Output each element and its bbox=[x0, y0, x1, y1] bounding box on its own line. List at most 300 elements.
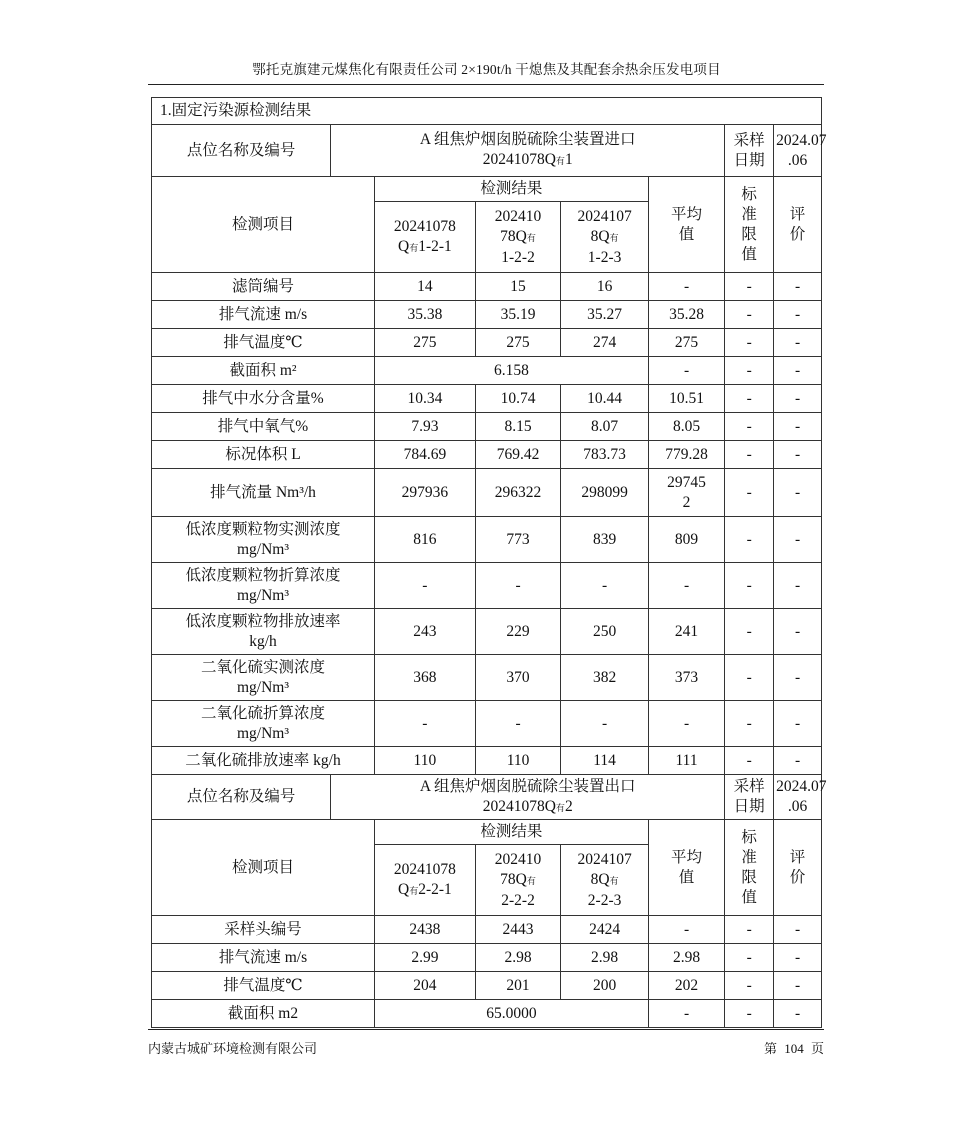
sample-id-line: Q bbox=[397, 237, 410, 255]
result-value-text: 275 bbox=[413, 333, 437, 351]
item-unit-text: kg/h bbox=[249, 632, 277, 650]
evaluation-text: - bbox=[794, 530, 801, 548]
average-header bbox=[648, 820, 724, 916]
standard-limit-text: - bbox=[746, 668, 752, 686]
result-value-text: 35.38 bbox=[407, 305, 443, 323]
table-row bbox=[152, 655, 822, 701]
result-value-text: 382 bbox=[592, 668, 617, 686]
evaluation-text: - bbox=[794, 576, 801, 594]
footer-divider bbox=[148, 1029, 824, 1030]
result-value-text: 783.73 bbox=[583, 445, 626, 463]
average-value-text: 373 bbox=[674, 668, 699, 686]
standard-limit-header bbox=[725, 177, 774, 273]
standard-limit-text: - bbox=[746, 483, 752, 501]
evaluation-text: - bbox=[794, 751, 801, 769]
evaluation-value bbox=[774, 609, 822, 655]
sample-id-line: 2-2-1 bbox=[418, 880, 452, 898]
average-value bbox=[648, 441, 724, 469]
evaluation-header-line: 评 bbox=[789, 205, 806, 223]
item-name-text: 排气流速 m/s bbox=[218, 305, 308, 323]
result-value-text: 773 bbox=[506, 530, 530, 548]
sampling-date-value bbox=[774, 125, 827, 177]
item-name-text: 低浓度颗粒物折算浓度 bbox=[185, 566, 341, 584]
average-header-line: 值 bbox=[678, 868, 695, 886]
sample-id-line: 8Q bbox=[590, 870, 610, 888]
result-value-text: 250 bbox=[592, 622, 617, 640]
item-unit-text: mg/Nm³ bbox=[236, 724, 289, 742]
evaluation-value bbox=[774, 441, 822, 469]
item-name-text: 排气流量 Nm³/h bbox=[210, 483, 316, 501]
result-value bbox=[374, 609, 475, 655]
item-name-text: 排气流速 m/s bbox=[218, 948, 308, 966]
average-value bbox=[648, 273, 724, 301]
average-value-text: 275 bbox=[674, 333, 699, 351]
evaluation-value bbox=[774, 413, 822, 441]
sampling-date-label-line: 日期 bbox=[733, 798, 765, 815]
evaluation-header-line: 评 bbox=[789, 848, 806, 866]
average-value-text: 10.51 bbox=[669, 389, 704, 407]
result-value bbox=[374, 301, 475, 329]
evaluation-text: - bbox=[794, 417, 801, 435]
result-value bbox=[475, 747, 561, 775]
result-value-text: 204 bbox=[413, 976, 437, 994]
average-value-text: - bbox=[683, 576, 690, 594]
average-value bbox=[648, 413, 724, 441]
result-value bbox=[374, 944, 475, 972]
evaluation-value bbox=[774, 1000, 822, 1028]
item-name bbox=[152, 385, 375, 413]
result-value-text: 2.98 bbox=[504, 948, 532, 966]
result-value-text: 10.74 bbox=[500, 389, 536, 407]
standard-limit-value bbox=[725, 357, 774, 385]
item-name-text: 二氧化硫实测浓度 bbox=[200, 658, 325, 676]
average-value bbox=[648, 701, 724, 747]
sample-id-line: 2024107 bbox=[577, 850, 632, 868]
item-name bbox=[152, 301, 375, 329]
sample-id bbox=[561, 845, 649, 916]
evaluation-value bbox=[774, 301, 822, 329]
item-name bbox=[152, 329, 375, 357]
result-value-text: 769.42 bbox=[496, 445, 540, 463]
result-value-text: 10.44 bbox=[587, 389, 623, 407]
sample-id-line: 2-2-3 bbox=[587, 891, 622, 909]
evaluation-text: - bbox=[794, 622, 801, 640]
standard-limit-text: - bbox=[746, 277, 752, 295]
result-value-text: 16 bbox=[596, 277, 613, 295]
result-value bbox=[475, 441, 561, 469]
sample-id-line: 202410 bbox=[494, 207, 542, 225]
result-value bbox=[561, 441, 649, 469]
result-value bbox=[561, 655, 649, 701]
result-value bbox=[561, 517, 649, 563]
evaluation-header-line: 价 bbox=[789, 225, 806, 243]
average-value bbox=[648, 329, 724, 357]
standard-limit-text: - bbox=[746, 530, 752, 548]
average-value bbox=[648, 609, 724, 655]
result-value bbox=[561, 301, 649, 329]
subscript-char: 有 bbox=[609, 875, 619, 886]
item-name bbox=[152, 441, 375, 469]
sample-id-line: 2024107 bbox=[577, 207, 632, 225]
item-name bbox=[152, 413, 375, 441]
sample-id-line: 78Q bbox=[500, 227, 527, 245]
test-item-header-text: 检测项目 bbox=[231, 858, 294, 876]
item-name-text: 截面积 m2 bbox=[227, 1004, 299, 1022]
item-name bbox=[152, 273, 375, 301]
result-value bbox=[374, 916, 475, 944]
evaluation-text: - bbox=[794, 277, 801, 295]
subscript-char: 有 bbox=[526, 232, 536, 243]
evaluation-text: - bbox=[794, 948, 801, 966]
result-value bbox=[475, 944, 561, 972]
standard-limit-header bbox=[725, 820, 774, 916]
point-suffix-text: 1 bbox=[564, 151, 573, 168]
average-value bbox=[648, 1000, 724, 1028]
average-value-text: 809 bbox=[674, 530, 699, 548]
result-value-text: 229 bbox=[506, 622, 530, 640]
average-value-text: 2.98 bbox=[672, 948, 701, 966]
table-row bbox=[152, 517, 822, 563]
result-value bbox=[561, 329, 649, 357]
average-header-line: 值 bbox=[678, 225, 695, 243]
average-value-text: 8.05 bbox=[672, 417, 701, 435]
standard-limit-value bbox=[725, 916, 774, 944]
standard-limit-header-line: 标 bbox=[741, 185, 757, 203]
item-name-text: 排气中水分含量% bbox=[202, 389, 324, 407]
item-unit-text: mg/Nm³ bbox=[236, 540, 289, 558]
evaluation-value bbox=[774, 329, 822, 357]
average-value bbox=[648, 747, 724, 775]
item-name-text: 滤筒编号 bbox=[231, 277, 294, 295]
sampling-date-text: 2024.07 bbox=[776, 778, 827, 795]
result-value-text: 8.07 bbox=[591, 417, 619, 435]
item-unit-text: mg/Nm³ bbox=[236, 586, 289, 604]
result-value bbox=[475, 972, 561, 1000]
result-value bbox=[374, 655, 475, 701]
merged-value bbox=[374, 357, 648, 385]
result-value bbox=[475, 609, 561, 655]
result-value bbox=[475, 563, 561, 609]
sample-id bbox=[374, 845, 475, 916]
result-value-text: - bbox=[422, 576, 428, 594]
item-name bbox=[152, 972, 375, 1000]
result-value bbox=[374, 441, 475, 469]
result-value-text: 275 bbox=[506, 333, 530, 351]
standard-limit-text: - bbox=[746, 417, 752, 435]
point-name-label-text: 点位名称及编号 bbox=[186, 788, 296, 805]
table-row bbox=[152, 329, 822, 357]
sampling-date-text: .06 bbox=[787, 798, 808, 815]
sample-id bbox=[475, 845, 561, 916]
point-row bbox=[152, 775, 822, 820]
evaluation-value bbox=[774, 655, 822, 701]
evaluation-text: - bbox=[794, 1004, 801, 1022]
table-row bbox=[152, 747, 822, 775]
table-row bbox=[152, 972, 822, 1000]
item-name-text: 标况体积 L bbox=[225, 445, 301, 463]
result-value bbox=[561, 972, 649, 1000]
result-value-text: 816 bbox=[413, 530, 437, 548]
item-name bbox=[152, 563, 375, 609]
sample-id-line: 1-2-2 bbox=[501, 248, 535, 266]
standard-limit-value bbox=[725, 469, 774, 517]
average-value bbox=[648, 916, 724, 944]
standard-limit-text: - bbox=[746, 445, 752, 463]
table-row bbox=[152, 413, 822, 441]
footer-page-number: 第 104 页 bbox=[764, 1041, 825, 1056]
standard-limit-header-line: 限 bbox=[741, 225, 757, 243]
table-row bbox=[152, 944, 822, 972]
average-value bbox=[648, 563, 724, 609]
standard-limit-value bbox=[725, 441, 774, 469]
subscript-char: 有 bbox=[409, 885, 419, 896]
evaluation-text: - bbox=[794, 920, 801, 938]
average-value bbox=[648, 385, 724, 413]
test-item-header bbox=[152, 820, 375, 916]
average-value bbox=[648, 517, 724, 563]
result-value-text: - bbox=[601, 576, 608, 594]
result-value bbox=[374, 972, 475, 1000]
result-value bbox=[374, 273, 475, 301]
result-value-text: 15 bbox=[510, 277, 526, 295]
standard-limit-header-line: 准 bbox=[741, 848, 757, 866]
standard-limit-value bbox=[725, 609, 774, 655]
item-name-text: 排气温度℃ bbox=[223, 976, 303, 994]
item-name bbox=[152, 357, 375, 385]
result-value-text: 784.69 bbox=[403, 445, 447, 463]
table-row bbox=[152, 609, 822, 655]
item-name-text: 采样头编号 bbox=[224, 920, 302, 938]
result-value bbox=[561, 747, 649, 775]
evaluation-text: - bbox=[794, 389, 801, 407]
item-name bbox=[152, 701, 375, 747]
average-value bbox=[648, 469, 724, 517]
result-value bbox=[374, 701, 475, 747]
standard-limit-value bbox=[725, 517, 774, 563]
average-value bbox=[648, 972, 724, 1000]
standard-limit-text: - bbox=[746, 976, 752, 994]
evaluation-value bbox=[774, 916, 822, 944]
sample-id-line: 78Q bbox=[500, 870, 527, 888]
item-name bbox=[152, 916, 375, 944]
result-value bbox=[374, 563, 475, 609]
item-name bbox=[152, 944, 375, 972]
sample-id-line: Q bbox=[397, 880, 410, 898]
result-value bbox=[561, 469, 649, 517]
result-value bbox=[374, 385, 475, 413]
evaluation-text: - bbox=[794, 668, 801, 686]
standard-limit-value bbox=[725, 301, 774, 329]
test-results-header-text: 检测结果 bbox=[480, 180, 543, 197]
evaluation-value bbox=[774, 273, 822, 301]
evaluation-value bbox=[774, 563, 822, 609]
standard-limit-header-line: 值 bbox=[741, 245, 757, 263]
average-value-text: 35.28 bbox=[669, 305, 704, 323]
section-title-row bbox=[152, 98, 822, 125]
item-unit-text: mg/Nm³ bbox=[236, 678, 289, 696]
result-value-text: 2.99 bbox=[411, 948, 439, 966]
standard-limit-header-line: 值 bbox=[741, 888, 757, 906]
item-name bbox=[152, 655, 375, 701]
sampling-date-label-line: 采样 bbox=[733, 778, 765, 795]
result-value bbox=[374, 469, 475, 517]
standard-limit-value bbox=[725, 1000, 774, 1028]
result-value-text: 200 bbox=[592, 976, 617, 994]
point-name-text: A 组焦炉烟囱脱硫除尘装置进口 bbox=[419, 131, 636, 148]
standard-limit-text: - bbox=[746, 389, 752, 407]
standard-limit-header-line: 标 bbox=[741, 828, 757, 846]
column-header-row bbox=[152, 820, 822, 845]
merged-value-text: 65.0000 bbox=[486, 1004, 537, 1022]
subscript-char: 有 bbox=[555, 802, 565, 813]
result-value bbox=[475, 329, 561, 357]
average-value-text: 202 bbox=[674, 976, 699, 994]
result-value-text: 35.19 bbox=[500, 305, 536, 323]
item-name bbox=[152, 517, 375, 563]
sampling-date-label bbox=[725, 775, 774, 820]
item-name-text: 截面积 m² bbox=[229, 361, 297, 379]
evaluation-value bbox=[774, 972, 822, 1000]
evaluation-text: - bbox=[794, 305, 801, 323]
result-value bbox=[475, 517, 561, 563]
test-results-header bbox=[374, 820, 648, 845]
standard-limit-value bbox=[725, 944, 774, 972]
footer-company: 内蒙古城矿环境检测有限公司 bbox=[148, 1041, 318, 1056]
result-value bbox=[374, 413, 475, 441]
standard-limit-header-line: 限 bbox=[741, 868, 757, 886]
test-item-header bbox=[152, 177, 375, 273]
table-row bbox=[152, 701, 822, 747]
result-value-text: 296322 bbox=[494, 483, 542, 501]
point-code-text: 20241078Q bbox=[482, 797, 556, 815]
result-value-text: - bbox=[422, 714, 428, 732]
sampling-date-label bbox=[725, 125, 774, 177]
result-value-text: 10.34 bbox=[407, 389, 443, 407]
result-value-text: 370 bbox=[506, 668, 530, 686]
table-row bbox=[152, 1000, 822, 1028]
evaluation-value bbox=[774, 747, 822, 775]
evaluation-value bbox=[774, 517, 822, 563]
header-divider bbox=[148, 84, 824, 85]
result-value-text: - bbox=[515, 576, 521, 594]
evaluation-text: - bbox=[794, 714, 801, 732]
standard-limit-text: - bbox=[746, 622, 752, 640]
point-name-label bbox=[152, 775, 331, 820]
item-name bbox=[152, 747, 375, 775]
standard-limit-value bbox=[725, 273, 774, 301]
standard-limit-text: - bbox=[746, 751, 752, 769]
result-value-text: 839 bbox=[592, 530, 617, 548]
average-value-text: - bbox=[683, 714, 690, 732]
sample-id-line: 8Q bbox=[590, 227, 610, 245]
standard-limit-value bbox=[725, 413, 774, 441]
average-value-text: 2 bbox=[682, 493, 691, 511]
sample-id-line: 1-2-3 bbox=[587, 248, 622, 266]
result-value bbox=[475, 413, 561, 441]
subscript-char: 有 bbox=[526, 875, 536, 886]
standard-limit-text: - bbox=[746, 1004, 752, 1022]
result-value-text: 110 bbox=[413, 751, 437, 769]
merged-value bbox=[374, 1000, 648, 1028]
table-row bbox=[152, 357, 822, 385]
evaluation-text: - bbox=[794, 361, 801, 379]
section-title: 1.固定污染源检测结果 bbox=[152, 98, 822, 125]
average-value-text: 111 bbox=[675, 751, 698, 769]
result-value-text: 35.27 bbox=[587, 305, 623, 323]
point-name-value bbox=[331, 125, 725, 177]
result-value bbox=[561, 701, 649, 747]
table-row bbox=[152, 273, 822, 301]
evaluation-value bbox=[774, 357, 822, 385]
result-value-text: 7.93 bbox=[411, 417, 439, 435]
standard-limit-text: - bbox=[746, 920, 752, 938]
result-value-text: 8.15 bbox=[504, 417, 532, 435]
evaluation-header bbox=[774, 177, 822, 273]
sample-id-line: 20241078 bbox=[393, 217, 456, 235]
item-name bbox=[152, 469, 375, 517]
sampling-date-text: 2024.07 bbox=[776, 131, 827, 149]
point-row bbox=[152, 125, 822, 177]
evaluation-value bbox=[774, 385, 822, 413]
result-value bbox=[561, 385, 649, 413]
result-value bbox=[475, 701, 561, 747]
result-value bbox=[561, 413, 649, 441]
average-value-text: 779.28 bbox=[665, 445, 708, 463]
result-value-text: 2438 bbox=[409, 920, 441, 938]
standard-limit-value bbox=[725, 701, 774, 747]
item-name-text: 排气中氧气% bbox=[217, 417, 309, 435]
item-name-text: 排气温度℃ bbox=[223, 333, 303, 351]
sample-id-line: 20241078 bbox=[393, 860, 456, 878]
result-value-text: 14 bbox=[417, 277, 433, 295]
result-value-text: - bbox=[601, 714, 608, 732]
average-value-text: - bbox=[683, 1004, 690, 1022]
result-value bbox=[475, 469, 561, 517]
evaluation-value bbox=[774, 469, 822, 517]
item-name-text: 二氧化硫折算浓度 bbox=[200, 704, 325, 722]
result-value-text: 2424 bbox=[589, 920, 621, 938]
result-value bbox=[561, 944, 649, 972]
result-value-text: 297936 bbox=[401, 483, 449, 501]
sample-id bbox=[374, 202, 475, 273]
standard-limit-value bbox=[725, 563, 774, 609]
test-item-header-text: 检测项目 bbox=[231, 215, 294, 233]
standard-limit-value bbox=[725, 972, 774, 1000]
sampling-date-label-line: 日期 bbox=[733, 151, 765, 169]
result-value bbox=[374, 747, 475, 775]
result-value bbox=[561, 609, 649, 655]
evaluation-text: - bbox=[794, 483, 801, 501]
result-value-text: 110 bbox=[506, 751, 530, 769]
pollution-source-table bbox=[151, 97, 827, 1028]
average-value bbox=[648, 944, 724, 972]
sampling-date-value bbox=[774, 775, 827, 820]
average-value bbox=[648, 655, 724, 701]
average-value-text: 241 bbox=[674, 622, 699, 640]
average-value-text: - bbox=[683, 361, 690, 379]
standard-limit-text: - bbox=[746, 333, 752, 351]
result-value-text: 2443 bbox=[502, 920, 534, 938]
standard-limit-text: - bbox=[746, 714, 752, 732]
average-value bbox=[648, 357, 724, 385]
item-name-text: 低浓度颗粒物实测浓度 bbox=[185, 520, 341, 538]
page-header: 鄂托克旗建元煤焦化有限责任公司 2×190t/h 干熄焦及其配套余热余压发电项目 bbox=[252, 62, 721, 77]
test-results-header bbox=[374, 177, 648, 202]
item-name bbox=[152, 609, 375, 655]
result-value bbox=[475, 301, 561, 329]
point-name-text: A 组焦炉烟囱脱硫除尘装置出口 bbox=[419, 777, 636, 795]
column-header-row bbox=[152, 177, 822, 202]
